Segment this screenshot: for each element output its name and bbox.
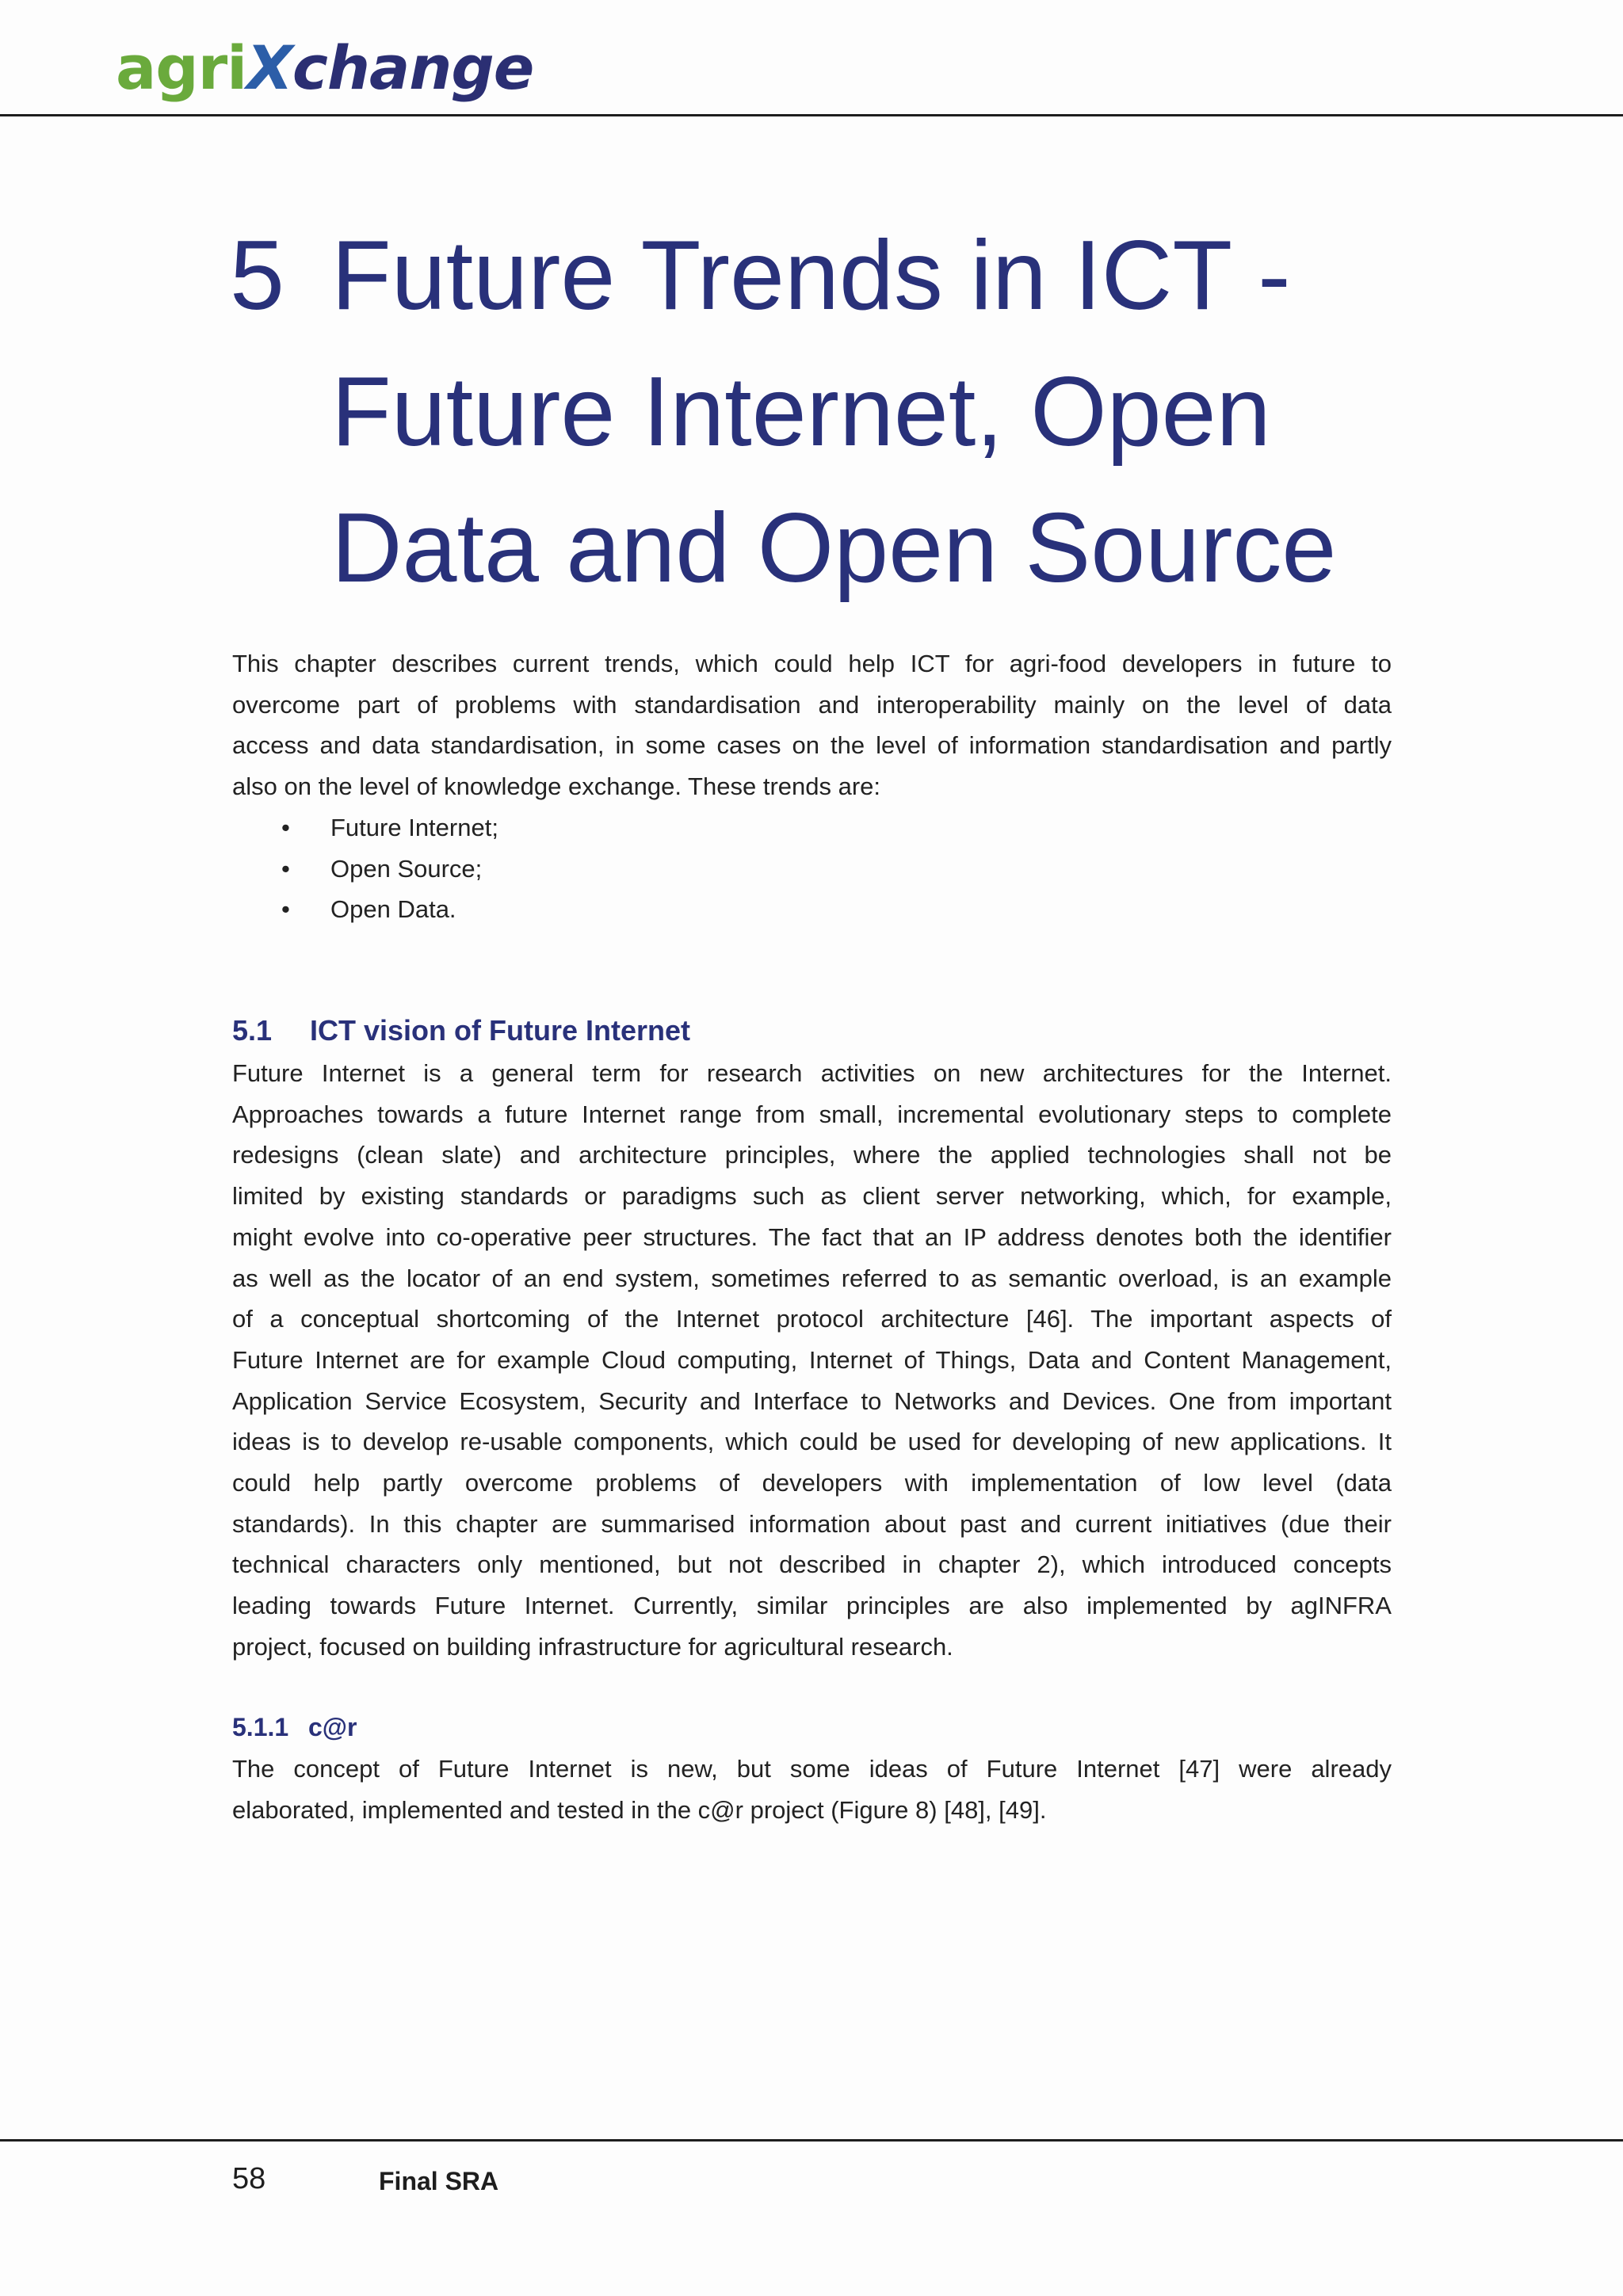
chapter-title-line: Future Internet, Open <box>331 357 1271 467</box>
text-line: elaborated, implemented and tested in the c@r project (Figure 8) [48], [49]. <box>232 1795 1047 1824</box>
page-number: 58 <box>232 2162 266 2195</box>
text-line: overcome part of problems with standardisation and interoperability mainly on the level of data <box>232 690 1392 719</box>
logo-part-change: change <box>292 32 534 103</box>
list-item-text: Future Internet; <box>330 814 498 841</box>
text-line: of a conceptual shortcoming of the Internet protocol architecture [46]. The important aspects of <box>232 1305 1392 1333</box>
text-line: The concept of Future Internet is new, but some ideas of Future Internet [47] were already <box>232 1755 1392 1783</box>
section-heading-5-1-1 <box>232 1707 357 1747</box>
intro-paragraph <box>232 643 1392 807</box>
section-5-1-1-paragraph <box>232 1749 1392 1830</box>
text-line: leading towards Future Internet. Currently, similar principles are also implemented by agINFRA <box>232 1592 1392 1620</box>
bullet-icon: • <box>281 895 290 924</box>
logo-part-x: X <box>246 32 292 103</box>
text-line: might evolve into co-operative peer structures. The fact that an IP address denotes both the identifier <box>232 1222 1392 1251</box>
chapter-title-line: Future Trends in ICT - <box>331 221 1291 330</box>
text-line: ideas is to develop re-usable components, which could be used for developing of new applications. It <box>232 1428 1392 1456</box>
agrixchange-logo <box>116 29 533 108</box>
text-line: access and data standardisation, in some cases on the level of information standardisation and partly <box>232 731 1392 760</box>
chapter-number: 5 <box>230 221 285 330</box>
text-line: also on the level of knowledge exchange. These trends are: <box>232 772 881 801</box>
section-5-1-paragraph <box>232 1053 1392 1668</box>
text-line: limited by existing standards or paradigms such as client server networking, which, for example, <box>232 1182 1392 1211</box>
section-title: ICT vision of Future Internet <box>310 1014 691 1047</box>
document-label: Final SRA <box>379 2167 499 2195</box>
text-line: Application Service Ecosystem, Security and Interface to Networks and Devices. One from important <box>232 1386 1392 1415</box>
list-item-text: Open Source; <box>330 854 483 883</box>
chapter-title <box>331 208 1417 616</box>
text-line: could help partly overcome problems of developers with implementation of low level (data <box>232 1469 1392 1497</box>
text-line: This chapter describes current trends, which could help ICT for agri-food developers in future to <box>232 650 1392 677</box>
header-divider <box>0 114 1623 116</box>
text-line: standards). In this chapter are summarised information about past and current initiatives (due their <box>232 1509 1392 1538</box>
section-number: 5.1 <box>232 1014 273 1047</box>
list-item-text: Open Data. <box>330 895 456 924</box>
bullet-icon: • <box>281 854 290 883</box>
text-line: as well as the locator of an end system, sometimes referred to as semantic overload, is an example <box>232 1264 1392 1292</box>
text-line: redesigns (clean slate) and architecture principles, where the applied technologies shall not be <box>232 1141 1392 1169</box>
text-line: Future Internet is a general term for research activities on new architectures for the Internet. <box>232 1059 1392 1087</box>
logo-part-agri: agri <box>116 32 247 103</box>
page-header <box>0 0 1623 116</box>
text-line: project, focused on building infrastructure for agricultural research. <box>232 1632 953 1661</box>
text-line: Approaches towards a future Internet range from small, incremental evolutionary steps to complete <box>232 1100 1392 1128</box>
section-heading-5-1 <box>232 1011 690 1051</box>
footer-divider <box>0 2139 1623 2142</box>
section-title: c@r <box>308 1713 357 1741</box>
bullet-icon: • <box>281 814 290 841</box>
section-number: 5.1.1 <box>232 1713 289 1741</box>
text-line: technical characters only mentioned, but not described in chapter 2), which introduced concepts <box>232 1550 1392 1579</box>
chapter-title-line: Data and Open Source <box>331 494 1337 603</box>
text-line: Future Internet are for example Cloud computing, Internet of Things, Data and Content Management, <box>232 1345 1392 1374</box>
